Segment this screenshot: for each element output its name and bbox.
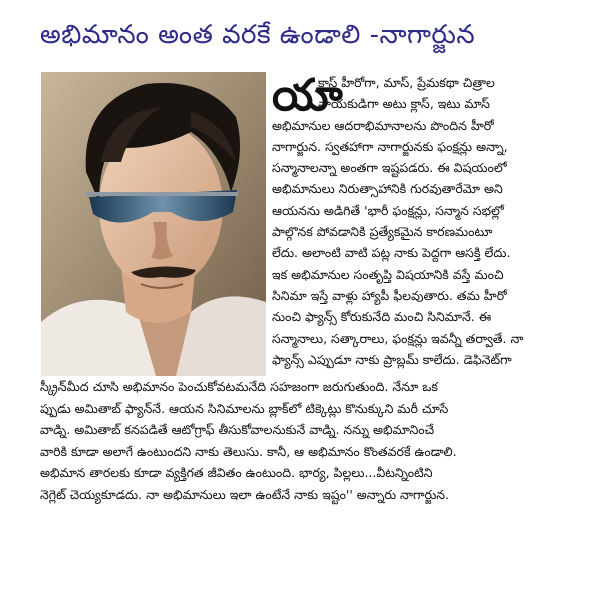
drop-cap: యా — [272, 70, 343, 121]
article-line: క్లాస్ హీరోగా, మాస్, ప్రేమకథా చిత్రాల — [318, 75, 495, 90]
headline: అభిమానం అంత వరకే ఉండాలి -నాగార్జున — [40, 20, 476, 50]
article-line: వాడ్ని. అమితాబ్ కనపడితే ఆటోగ్రాఫ్ తీసుకోవాలనుకునే వాడ్ని. నన్ను అభిమానించే — [40, 422, 435, 438]
article-body-right-column — [272, 72, 592, 370]
article-line: సన్మానాలన్నా అంతగా ఇష్టపడరు. ఈ విషయంలో — [272, 160, 507, 176]
article-line: అభిమానులు నిరుత్సాహానికి గురవుతారేమో అని — [272, 181, 503, 197]
article-line: లేదు. అలాంటి వాటి పట్ల నాకు పెద్దగా ఆసక్తి లేదు. — [272, 245, 511, 261]
article-line: ప్పుడు అమితాబ్ ఫ్యాన్‌నే. ఆయన సినిమాలను బ్లాక్‌లో టిక్కెట్లు కొనుక్కుని మరీ చూసే — [40, 400, 449, 416]
article-line: సన్మానాలు, సత్కారాలు, ఫంక్షన్లు ఇవన్నీ తర్వాతే. నా — [272, 330, 524, 346]
article-line: నాయకుడిగా అటు క్లాస్, ఇటు మాస్ — [318, 96, 490, 112]
article-line: నెగ్లెట్ చెయ్యకూడదు. నా అభిమానులు ఇలా ఉంటేనే నాకు ఇష్టం'' అన్నారు నాగార్జున. — [40, 486, 450, 502]
article-line: ఆయనను అడిగితే 'భారీ ఫంక్షన్లు, సన్మాన సభల్లో — [272, 202, 504, 218]
article-line: సినిమా ఇస్తే వాళ్లు హ్యాపీ ఫీలవుతారు. తమ హీరో — [272, 287, 507, 303]
portrait-photo — [41, 72, 266, 376]
article-line: ఫ్యాన్స్ ఎప్పుడూ నాకు ప్రాబ్లమ్ కాలేదు. డెఫినెట్‌గా — [272, 351, 512, 367]
article-line: నుంచి ఫ్యాన్స్ కోరుకునేది మంచి సినిమానే. ఈ — [272, 309, 492, 325]
article-line: స్క్రీన్‌మీద చూసి అభిమానం పెంచుకోవటమనేది సహజంగా జరుగుతుంది. నేనూ ఒక — [40, 379, 438, 394]
article-line: ఇక అభిమానుల సంతృప్తి విషయానికి వస్తే మంచి — [272, 266, 504, 282]
article-line: పాల్గొనక పోవడానికి ప్రత్యేకమైన కారణమంటూ — [272, 224, 493, 240]
article-body-full-width — [40, 376, 595, 506]
portrait-illustration — [41, 72, 266, 376]
article-line: వారికి కూడా అలాగే ఉంటుందని నాకు తెలుసు. కానీ, ఆ అభిమానం కొంతవరకే ఉండాలి. — [40, 443, 457, 459]
article-line: అభిమాన తారలకు కూడా వ్యక్తిగత జీవితం ఉంటుంది. భార్య, పిల్లలు...వీటన్నింటిని — [40, 465, 433, 481]
article-line: నాగార్జున. స్వతహాగా నాగార్జునకు ఫంక్షన్లు అన్నా, — [272, 138, 508, 154]
article-line: అభిమానుల ఆదరాభిమానాలను పొందిన హీరో — [272, 117, 494, 133]
